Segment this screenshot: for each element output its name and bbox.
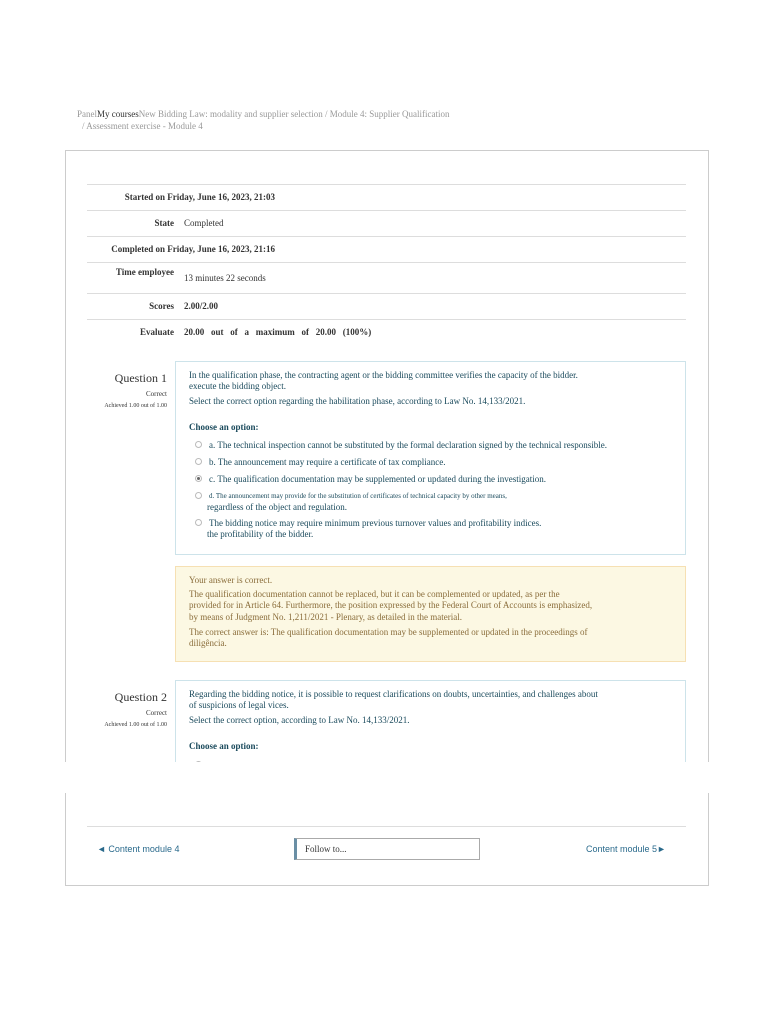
breadcrumb-my-courses[interactable]: My courses xyxy=(97,109,139,119)
answer-option-b[interactable] xyxy=(195,457,675,468)
summary-completed-row xyxy=(87,237,686,263)
state-value: Completed xyxy=(184,218,224,228)
question-text-line: of suspicions of legal vices. xyxy=(189,700,289,710)
scores-label: Scores xyxy=(149,301,174,311)
answer-option-e[interactable] xyxy=(195,518,675,529)
question-grade: Achieved 1.00 out of 1.00 xyxy=(104,403,167,409)
summary-state-row xyxy=(87,211,686,237)
completed-label: Completed on Friday, June 16, 2023, 21:16 xyxy=(111,244,275,254)
answer-option-a[interactable] xyxy=(195,440,675,451)
option-text: a. The technical inspection cannot be substituted by the formal declaration signed by the technical responsible. xyxy=(209,440,607,450)
scores-value: 2.00/2.00 xyxy=(184,301,219,311)
option-text-continued: regardless of the object and regulation. xyxy=(207,502,347,512)
question-instruction: Select the correct option regarding the habilitation phase, according to Law No. 14,133/2021. xyxy=(189,396,526,406)
question-text-line: Regarding the bidding notice, it is possible to request clarifications on doubts, uncertainties, and challenges about xyxy=(189,689,598,699)
radio-button-selected[interactable] xyxy=(195,475,202,482)
breadcrumb-panel[interactable]: Panel xyxy=(77,109,97,119)
breadcrumb-page: / Assessment exercise - Module 4 xyxy=(82,121,203,131)
previous-activity-link[interactable]: ◄ Content module 4 xyxy=(97,844,180,854)
question-2-info xyxy=(87,689,167,728)
question-text-line: execute the bidding object. xyxy=(189,381,286,391)
question-state: Correct xyxy=(146,390,167,398)
answer-option-c[interactable] xyxy=(195,474,675,485)
option-text-continued: the profitability of the bidder. xyxy=(207,529,314,539)
feedback-line: provided for in Article 64. Furthermore, the position expressed by the Federal Court of Accounts is emphasized, xyxy=(189,600,593,610)
state-label: State xyxy=(154,218,174,228)
time-label: Time employee xyxy=(115,267,174,277)
next-activity-link[interactable]: Content module 5► xyxy=(586,844,666,854)
attempt-summary xyxy=(87,184,686,345)
option-text: d. The announcement may provide for the substitution of certificates of technical capacity by other means, xyxy=(209,492,507,500)
feedback-correct: Your answer is correct. xyxy=(189,575,273,585)
summary-time-row xyxy=(87,263,686,294)
correct-answer-line: The correct answer is: The qualification documentation may be supplemented or updated in the proceedings of xyxy=(189,627,588,637)
frame-edge xyxy=(65,793,66,886)
feedback-box xyxy=(175,566,686,662)
question-state: Correct xyxy=(146,709,167,717)
feedback-line: The qualification documentation cannot be replaced, but it can be complemented or updated, as per the xyxy=(189,589,560,599)
summary-scores-row xyxy=(87,294,686,320)
evaluate-value: 20.00 out of a maximum of 20.00 (100%) xyxy=(184,327,372,337)
option-text: c. The qualification documentation may be supplemented or updated during the investigation. xyxy=(209,474,546,484)
question-text-line: In the qualification phase, the contracting agent or the bidding committee verifies the capacity of the bidder. xyxy=(189,370,578,380)
question-number: Question 1 xyxy=(114,371,167,385)
started-label: Started on Friday, June 16, 2023, 21:03 xyxy=(124,192,275,202)
summary-started-row xyxy=(87,185,686,211)
choose-option-label: Choose an option: xyxy=(189,741,259,751)
frame-edge xyxy=(708,793,709,886)
summary-evaluate-row xyxy=(87,320,686,345)
feedback-line: by means of Judgment No. 1,211/2021 - Plenary, as detailed in the material. xyxy=(189,612,463,622)
correct-answer-line: diligência. xyxy=(189,638,227,648)
question-instruction: Select the correct option, according to Law No. 14,133/2021. xyxy=(189,715,410,725)
breadcrumb xyxy=(77,108,497,132)
radio-button[interactable] xyxy=(195,492,202,499)
choose-option-label: Choose an option: xyxy=(189,422,259,432)
radio-button[interactable] xyxy=(195,458,202,465)
option-text: The bidding notice may require minimum previous turnover values and profitability indices. xyxy=(209,518,542,528)
activity-navigation xyxy=(87,826,686,827)
option-text: b. The announcement may require a certificate of tax compliance. xyxy=(209,457,446,467)
radio-button[interactable] xyxy=(195,441,202,448)
time-value: 13 minutes 22 seconds xyxy=(184,273,266,283)
question-1-box xyxy=(175,361,686,555)
breadcrumb-course[interactable]: New Bidding Law: modality and supplier selection / Module 4: Supplier Qualification xyxy=(138,109,450,119)
answer-option-d[interactable] xyxy=(195,491,675,502)
evaluate-label: Evaluate xyxy=(139,327,174,337)
question-1-info xyxy=(87,370,167,409)
question-grade: Achieved 1.00 out of 1.00 xyxy=(104,722,167,728)
question-number: Question 2 xyxy=(114,690,167,704)
page-break xyxy=(0,762,768,793)
jump-to-select[interactable]: Follow to... xyxy=(294,838,480,860)
radio-button[interactable] xyxy=(195,519,202,526)
